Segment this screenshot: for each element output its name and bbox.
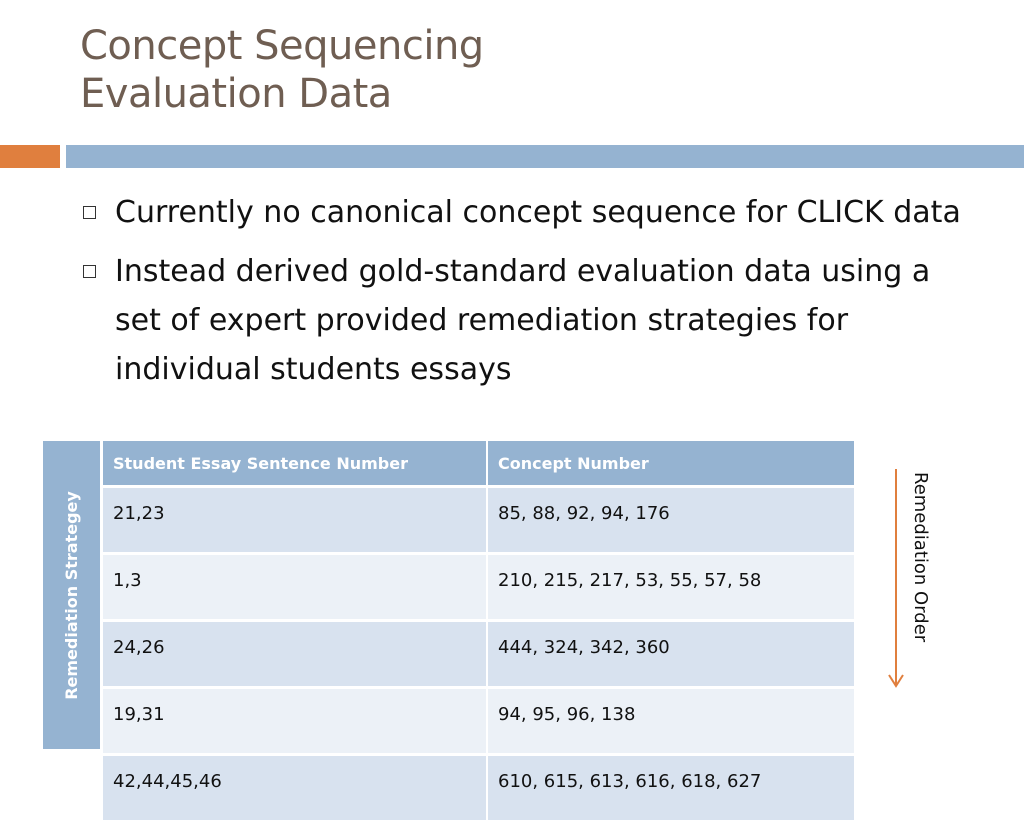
concept-number-cell: 610, 615, 613, 616, 618, 627	[487, 755, 854, 822]
bullet-item	[78, 247, 978, 394]
concept-number-cell: 210, 215, 217, 53, 55, 57, 58	[487, 554, 854, 621]
sentence-number-cell: 24,26	[103, 621, 487, 688]
table-row	[103, 487, 854, 554]
bullet-text: Instead derived gold-standard evaluation data using a set of expert provided remediation strategies for individual students essays	[115, 254, 931, 387]
square-bullet-icon	[83, 265, 96, 278]
bullet-text: Currently no canonical concept sequence for CLICK data	[115, 195, 961, 230]
remediation-order-label-text: Remediation Order	[910, 472, 931, 643]
sentence-number-cell: 1,3	[103, 554, 487, 621]
accent-bar-orange	[0, 145, 60, 168]
concept-number-cell: 444, 324, 342, 360	[487, 621, 854, 688]
bullet-list	[78, 188, 978, 404]
remediation-table	[103, 441, 854, 823]
header-sentence-number: Student Essay Sentence Number	[103, 441, 487, 487]
table-header-row	[103, 441, 854, 487]
concept-number-cell: 94, 95, 96, 138	[487, 688, 854, 755]
table-row	[103, 621, 854, 688]
bullet-item	[78, 188, 978, 237]
concept-number-cell: 85, 88, 92, 94, 176	[487, 487, 854, 554]
sentence-number-cell: 21,23	[103, 487, 487, 554]
accent-bar-blue	[66, 145, 1024, 168]
table-row	[103, 554, 854, 621]
slide-title-line-1: Concept Sequencing	[80, 23, 484, 69]
remediation-strategy-label	[43, 441, 100, 749]
square-bullet-icon	[83, 206, 96, 219]
table-row	[103, 688, 854, 755]
table-row	[103, 755, 854, 822]
sentence-number-cell: 19,31	[103, 688, 487, 755]
slide-title-line-2: Evaluation Data	[80, 71, 392, 117]
slide-title	[80, 22, 484, 118]
remediation-strategy-label-text: Remediation Strategey	[62, 490, 82, 700]
sentence-number-cell: 42,44,45,46	[103, 755, 487, 822]
header-concept-number: Concept Number	[487, 441, 854, 487]
arrow-down-icon	[886, 467, 906, 689]
